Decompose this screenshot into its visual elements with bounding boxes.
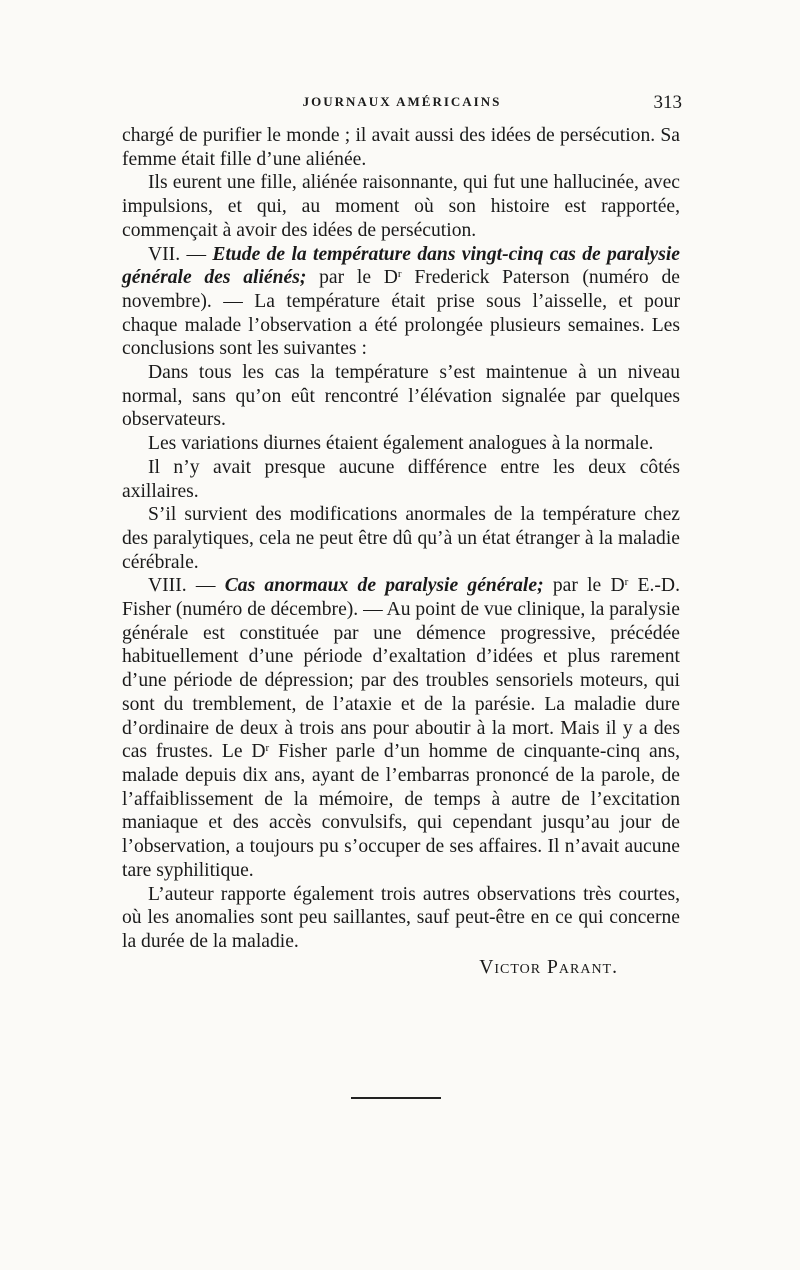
paragraph: Ils eurent une fille, aliénée raisonnante, qui fut une hallucinée, avec impulsions, et qui, au moment où son histoire est rapportée, commençait à avoir des idées de persécution. [122, 172, 680, 241]
paragraph: chargé de purifier le monde ; il avait aussi des idées de persécution. Sa femme était fille d’une aliénée. [122, 125, 680, 170]
text-run: Frederick Paterson (numéro de novembre). — La température était prise sous l’aisselle, et pour chaque malade l’observation a été prolongée plusieurs semaines. Les conclusions sont les suivantes : [122, 267, 680, 360]
text-run: par le D [543, 575, 625, 597]
superscript: r [265, 742, 270, 755]
superscript: r [397, 268, 402, 281]
paragraph: Dans tous les cas la température s’est maintenue à un niveau normal, sans qu’on eût rencontré l’élévation signalée par quelques observateurs. [122, 362, 680, 431]
page-header [122, 92, 682, 118]
paragraph: L’auteur rapporte également trois autres observations très courtes, où les anomalies sont peu saillantes, sauf peut-être en ce qui concerne la durée de la maladie. [122, 883, 680, 952]
paragraph: Il n’y avait presque aucune différence entre les deux côtés axillaires. [122, 456, 680, 502]
text-run: par le D [306, 267, 398, 289]
paragraph: Les variations diurnes étaient également analogues à la normale. [148, 433, 654, 455]
section-number: VII. — [148, 243, 213, 265]
page-number: 313 [653, 92, 682, 113]
paragraph: S’il survient des modifications anormales de la température chez des paralytiques, cela ne peut être dû qu’à un état étranger à la maladie cérébrale. [122, 504, 680, 573]
section-number: VIII. — [148, 575, 225, 597]
text-run: Fisher parle d’un homme de cinquante-cinq ans, malade depuis dix ans, ayant de l’embarras prononcé de la parole, de l’affaiblissement de la mémoire, de temps à autre de l’excitation maniaque et des accès convulsifs, qui cependant jusqu’au jour de l’observation, a toujours pu s’occuper de ses affaires. Il n’avait aucune tare syphilitique. [122, 741, 680, 881]
section-viii [122, 574, 680, 882]
text-run: E.-D. Fisher (numéro de décembre). — Au point de vue clinique, la paralysie générale est constituée par une démence progressive, précédée habituellement d’une période d’exaltation d’idées et plus rarement d’une période de dépression; par des troubles sensoriels moteurs, qui sont du tremblement, de l’ataxie et de la parésie. La maladie dure d’ordinaire de deux à trois ans pour aboutir à la mort. Mais il y a des cas frustes. Le D [122, 575, 680, 763]
article-title: Etude de la température dans vingt-cinq cas de paralysie générale des aliénés; [122, 243, 680, 289]
section-divider [351, 1097, 441, 1099]
section-vii [122, 243, 680, 362]
article-title: Cas anormaux de paralysie générale; [224, 575, 544, 597]
body-text [122, 124, 680, 979]
running-head: JOURNAUX AMÉRICAINS [302, 94, 502, 109]
superscript: r [624, 576, 629, 589]
author-signature: Victor Parant. [479, 956, 618, 978]
